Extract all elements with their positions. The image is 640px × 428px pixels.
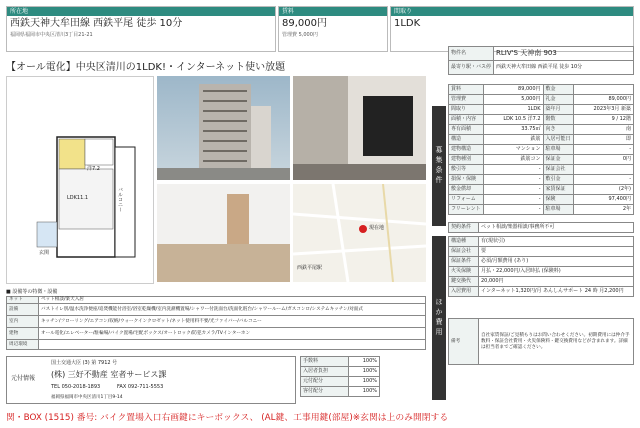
contract-value: ペット相談/楽器相談/事務所不可 — [479, 223, 634, 233]
cost-key: 保証会社 — [449, 247, 479, 257]
feature-key: 建物 — [7, 328, 39, 340]
condition-key: 敷金償却 — [449, 185, 484, 195]
detail-top-table — [448, 46, 634, 75]
feature-key: ネット — [7, 297, 39, 304]
fee-value: 100% — [349, 387, 380, 397]
feature-value: オール電化/エレベーター/駐輪場/バイク置場/宅配ボックス/オートロック/防犯カメラ/TVインターホン — [39, 328, 426, 340]
condition-key: 保証会社 — [543, 165, 573, 175]
agent-name: (株) 三好不動産 室者サービス課 — [51, 370, 167, 379]
condition-key: 損保・保険 — [449, 175, 484, 185]
condition-key: 駐車場 — [543, 145, 573, 155]
remarks-label: 備考 — [449, 319, 479, 365]
condition-value: - — [483, 175, 543, 185]
cost-key: 鍵交換代 — [449, 277, 479, 287]
remarks-value: 自社家賃保証/ご見積もりはお問い合わせください。初期費用には仲介手数料・保証会社費用・火災保険料・鍵交換費用などが含まれます。詳細は担当者までご確認ください。 — [479, 319, 634, 365]
interior-photo — [157, 184, 290, 282]
pin-label: 現在地 — [369, 225, 385, 231]
location-block — [6, 6, 276, 52]
traffic-label: 最寄り駅・バス停 — [449, 61, 494, 75]
condition-value — [573, 165, 633, 175]
condition-value: - — [483, 185, 543, 195]
condition-key: 礼金 — [543, 95, 573, 105]
condition-key: 賃料 — [449, 85, 484, 95]
cost-key: 保証条件 — [449, 257, 479, 267]
agent-fax: FAX 092-711-5553 — [117, 384, 164, 390]
fee-key: 客付配分 — [301, 387, 349, 397]
condition-value: 南 — [573, 125, 633, 135]
agent-address: 福岡県福岡市中央区清川1丁目9-14 — [51, 395, 123, 400]
condition-value: - — [483, 165, 543, 175]
condition-value: 89,000円 — [573, 95, 633, 105]
cost-value: 必須/月額費用 (あり) — [479, 257, 634, 267]
condition-key: 家賃保証 — [543, 185, 573, 195]
condition-value: - — [483, 205, 543, 215]
condition-value: 2023年3月 新築 — [573, 105, 633, 115]
cost-value: 有(現状引) — [479, 237, 634, 247]
condition-key: 保証金 — [543, 155, 573, 165]
condition-key: 向き — [543, 125, 573, 135]
condition-value: 0円 — [573, 155, 633, 165]
location-header: 所在地 — [7, 7, 275, 16]
catch-copy: 【オール電化】中央区清川の1LDK!・インターネット使い放題 — [6, 62, 286, 73]
condition-key: 階数 — [543, 115, 573, 125]
cost-key: 入居費用 — [449, 287, 479, 297]
ldk-label: LDK11.1 — [67, 195, 89, 201]
feature-key: 設備 — [7, 304, 39, 316]
costs-table — [448, 236, 634, 297]
map — [293, 184, 426, 282]
floorplan — [6, 76, 154, 284]
feature-key: 周辺環境 — [7, 340, 39, 350]
cost-value: 月払・22,000円/入居時払 (保険料) — [479, 267, 634, 277]
entrance-label: 玄関 — [39, 250, 50, 256]
bottom-note: 関・BOX (1515) 番号: バイク置場入口右画鍵にキーボックス、 (AL鍵、工事用鍵(部屋)※玄関は上のみ開閉する — [6, 413, 449, 423]
fee-value: 100% — [349, 377, 380, 387]
fee-key: 入居者負担 — [301, 367, 349, 377]
condition-key: 面積・内容 — [449, 115, 484, 125]
condition-key: 専有面積 — [449, 125, 484, 135]
feature-value: キッチン/フローリング/エアコン/収納/ウォークインクロゼット/ネット使用料不要/光ファイバー/バルコニー — [39, 316, 426, 328]
cost-value: 要 — [479, 247, 634, 257]
entrance-photo — [293, 76, 426, 180]
condition-key: 管理費 — [449, 95, 484, 105]
condition-key: 建物構造 — [449, 145, 484, 155]
fee-value: 100% — [349, 357, 380, 367]
rent-block — [278, 6, 388, 52]
features-title: ■ 設備等の特徴・設備 — [6, 289, 58, 295]
contract-label: 契約条件 — [449, 223, 479, 233]
condition-value: - — [573, 175, 633, 185]
feature-value: バストイレ別/温水洗浄便座/追焚機能付浴室/浴室乾燥機/室内洗濯機置場/シャワー付洗面台/洗面化粧台/シャワールーム/ガスコンロ/システムキッチン/対面式 — [39, 304, 426, 316]
agent-tel: TEL 050-2018-1893 — [51, 384, 101, 390]
condition-key: 敷引金 — [543, 175, 573, 185]
layout-value: 1LDK — [394, 18, 421, 29]
condition-value: 1LDK — [483, 105, 543, 115]
condition-value: 9 / 12階 — [573, 115, 633, 125]
condition-value: (2年) — [573, 185, 633, 195]
condition-value: 鉄筋 — [483, 135, 543, 145]
condition-value: 97,400円 — [573, 195, 633, 205]
condition-key: 築年月 — [543, 105, 573, 115]
features-table — [6, 296, 426, 350]
detail-conditions-table — [448, 84, 634, 215]
location-value: 西鉄天神大牟田線 西鉄平尾 徒歩 10分 — [10, 18, 183, 29]
condition-value: マンション — [483, 145, 543, 155]
condition-value: - — [483, 195, 543, 205]
condition-value: LDK 10.5 洋7.2 — [483, 115, 543, 125]
feature-key: 室内 — [7, 316, 39, 328]
layout-header: 間取り — [391, 7, 633, 16]
fee-key: 手数料 — [301, 357, 349, 367]
traffic-value: 西鉄天神大牟田線 西鉄平尾 徒歩 10分 — [494, 61, 634, 75]
rent-value: 89,000円 — [282, 18, 327, 29]
condition-key: 入居可能日 — [543, 135, 573, 145]
condition-key: 建物種別 — [449, 155, 484, 165]
condition-key: フリーレント — [449, 205, 484, 215]
costs-side-title: ほか費用 — [432, 236, 446, 400]
contract-table — [448, 222, 634, 233]
condition-value: 鉄筋コン — [483, 155, 543, 165]
conditions-side-title: 募集条件 — [432, 106, 446, 226]
condition-key: 構造 — [449, 135, 484, 145]
condition-key: 敷引等 — [449, 165, 484, 175]
condition-value: 2年 — [573, 205, 633, 215]
condition-value — [573, 85, 633, 95]
fee-key: 元付配分 — [301, 377, 349, 387]
condition-value: 即 — [573, 135, 633, 145]
agent-block — [6, 356, 296, 404]
map-pin-icon — [359, 225, 367, 233]
address: 福岡県福岡市中央区清川3丁目21-21 — [10, 32, 93, 38]
condition-value: - — [573, 145, 633, 155]
condition-value: 89,000円 — [483, 85, 543, 95]
feature-value: ペット相談/楽天入居 — [39, 297, 426, 304]
balcony-label: バルコニー — [117, 187, 123, 212]
condition-value: 33.75㎡ — [483, 125, 543, 135]
name-label: 物件名 — [449, 47, 494, 61]
rent-header: 賃料 — [279, 7, 387, 16]
fees-table — [300, 356, 380, 397]
cost-value: インターネット1,320円/月 あんしんサポート 24 時 月2,200円 — [479, 287, 634, 297]
cost-key: 構造種 — [449, 237, 479, 247]
agent-license: 国土交通大臣 (3) 第 7912 号 — [51, 360, 118, 366]
remarks-table — [448, 318, 634, 365]
condition-key: 敷金 — [543, 85, 573, 95]
agent-label: 元付情報 — [11, 375, 36, 382]
station-label: 西鉄平尾駅 — [297, 265, 323, 271]
condition-value: 5,000円 — [483, 95, 543, 105]
cost-key: 火災保険 — [449, 267, 479, 277]
condition-key: 駐車場 — [543, 205, 573, 215]
fee-value: 100% — [349, 367, 380, 377]
cost-value: 20,000円 — [479, 277, 634, 287]
mgmt-fee: 管理費 5,000円 — [282, 32, 318, 38]
floorplan-drawing — [7, 77, 154, 284]
room1-label: 洋7.2 — [87, 166, 100, 172]
condition-key: 間取り — [449, 105, 484, 115]
property-name: RLIV'S 天神南 903 — [494, 47, 634, 61]
condition-key: リフォーム — [449, 195, 484, 205]
feature-value — [39, 340, 426, 350]
building-exterior-photo — [157, 76, 290, 180]
condition-key: 保険 — [543, 195, 573, 205]
